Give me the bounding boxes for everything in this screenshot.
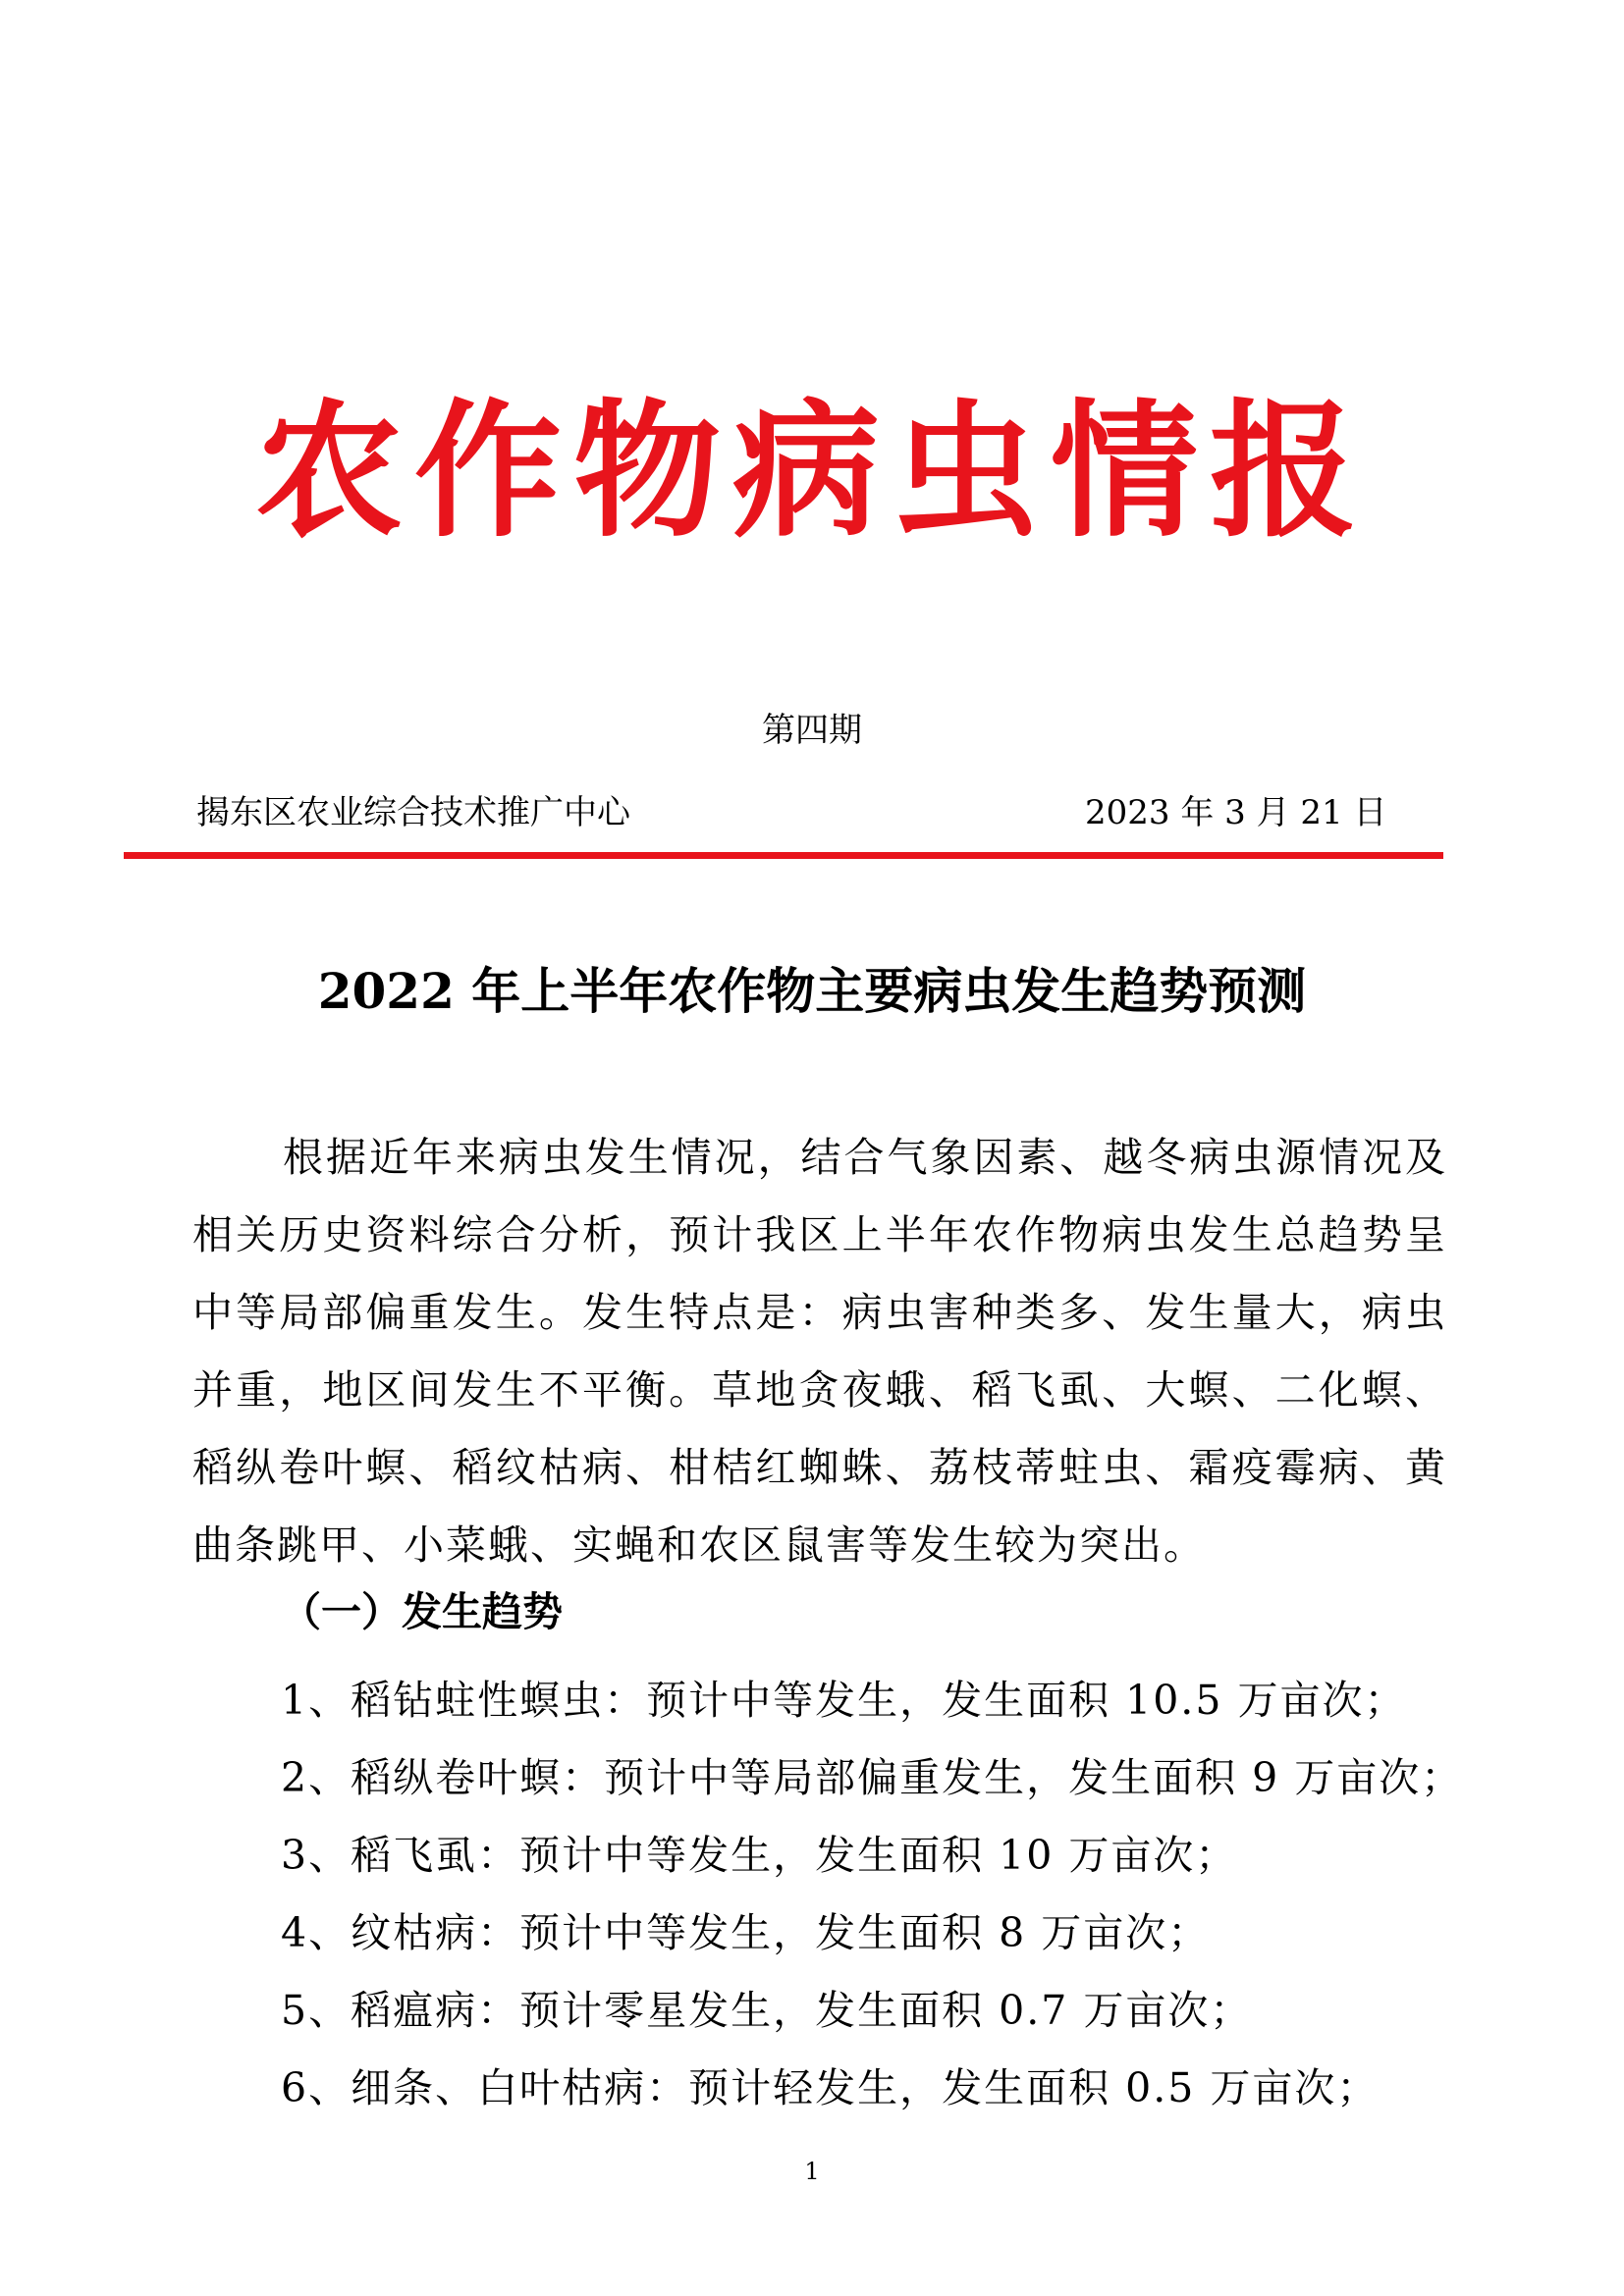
masthead-title: 农作物病虫情报 [254,385,1369,558]
body-paragraph: 根据近年来病虫发生情况，结合气象因素、越冬病虫源情况及相关历史资料综合分析，预计我区上半年农作物病虫发生总趋势呈中等局部偏重发生。发生特点是：病虫害种类多、发生量大，病虫并重，地区间发生不平衡。草地贪夜蛾、稻飞虱、大螟、二化螟、稻纵卷叶螟、稻纹枯病、柑桔红蜘蛛、荔枝蒂蛀虫、霜疫霉病、黄曲条跳甲、小菜蛾、实蝇和农区鼠害等发生较为突出。 [192,1134,1447,1569]
section-heading: （一）发生趋势 [281,1588,563,1635]
document-title: 2022 年上半年农作物主要病虫发生趋势预测 [317,962,1307,1020]
list-item: 1、稻钻蛀性螟虫：预计中等发生，发生面积 10.5 万亩次； [281,1677,1407,1724]
issue-date: 2023 年 3 月 21 日 [1085,793,1387,832]
issue-number: 第四期 [762,711,862,750]
list-item: 5、稻瘟病：预计零星发生，发生面积 0.7 万亩次； [281,1987,1253,2034]
page-number: 1 [804,2158,820,2185]
list-item: 3、稻飞虱：预计中等发生，发生面积 10 万亩次； [281,1832,1238,1879]
list-item: 4、纹枯病：预计中等发生，发生面积 8 万亩次； [281,1909,1211,1956]
red-divider-line [124,852,1443,859]
list-item: 2、稻纵卷叶螟：预计中等局部偏重发生，发生面积 9 万亩次； [281,1754,1464,1801]
issuing-organization: 揭东区农业综合技术推广中心 [196,793,630,832]
forecast-list [281,1662,1463,2127]
list-item: 6、细条、白叶枯病：预计轻发生，发生面积 0.5 万亩次； [281,2064,1380,2111]
